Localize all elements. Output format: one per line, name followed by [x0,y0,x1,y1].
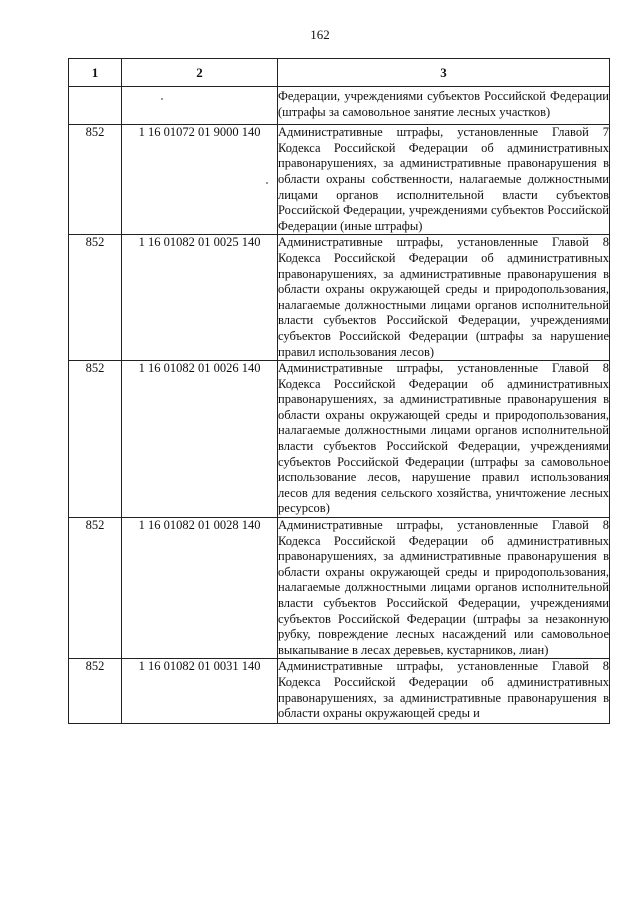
scan-speck [161,98,163,100]
table-row [69,659,610,724]
budget-classification-code-cell [122,87,278,125]
revenue-description-cell: Административные штрафы, установленные Главой 7 Кодекса Российской Федерации об административных правонарушениях, за административные правонарушения в области охраны собственности, налагаемые должностными лицами органов исполнительной власти субъектов Российской Федерации, учреждениями субъектов Российской Федерации (иные штрафы) [278,125,610,235]
table-row [69,87,610,125]
administrator-code-cell: 852 [69,361,122,518]
administrator-code-cell: 852 [69,235,122,361]
budget-classification-code-cell: 1 16 01072 01 9000 140 [122,125,278,235]
budget-classification-code-cell: 1 16 01082 01 0026 140 [122,361,278,518]
administrator-code-cell: 852 [69,659,122,724]
revenue-description-cell: Административные штрафы, установленные Главой 8 Кодекса Российской Федерации об административных правонарушениях, за административные правонарушения в области охраны окружающей среды и природопользования, налагаемые должностными лицами органов исполнительной власти субъектов Российской Федерации, учреждениями субъектов Российской Федерации (штрафы за самовольное использование лесов, нарушение правил использования лесов для ведения сельского хозяйства, уничтожение лесных ресурсов) [278,361,610,518]
budget-codes-table [68,58,610,724]
administrator-code-cell: 852 [69,125,122,235]
table-row [69,125,610,235]
table-row [69,361,610,518]
budget-classification-code-cell: 1 16 01082 01 0025 140 [122,235,278,361]
revenue-description-cell: Федерации, учреждениями субъектов Российской Федерации (штрафы за самовольное занятие лесных участков) [278,87,610,125]
administrator-code-cell [69,87,122,125]
budget-classification-code-cell: 1 16 01082 01 0031 140 [122,659,278,724]
table-row [69,518,610,659]
scan-speck [266,182,268,184]
column-header-1: 1 [69,59,122,87]
table-row [69,235,610,361]
column-header-3: 3 [278,59,610,87]
revenue-description-cell: Административные штрафы, установленные Главой 8 Кодекса Российской Федерации об административных правонарушениях, за административные правонарушения в области охраны окружающей среды и природопользования, налагаемые должностными лицами органов исполнительной власти субъектов Российской Федерации, учреждениями субъектов Российской Федерации (штрафы за нарушение правил использования лесов) [278,235,610,361]
administrator-code-cell: 852 [69,518,122,659]
column-header-2: 2 [122,59,278,87]
revenue-description-cell: Административные штрафы, установленные Главой 8 Кодекса Российской Федерации об административных правонарушениях, за административные правонарушения в области охраны окружающей среды и [278,659,610,724]
budget-classification-code-cell: 1 16 01082 01 0028 140 [122,518,278,659]
page-number: 162 [310,27,330,42]
revenue-description-cell: Административные штрафы, установленные Главой 8 Кодекса Российской Федерации об административных правонарушениях, за административные правонарушения в области охраны окружающей среды и природопользования, налагаемые должностными лицами органов исполнительной власти субъектов Российской Федерации, учреждениями субъектов Российской Федерации (штрафы за незаконную рубку, повреждение лесных насаждений или самовольное выкапывание в лесах деревьев, кустарников, лиан) [278,518,610,659]
table-header-row [69,59,610,87]
